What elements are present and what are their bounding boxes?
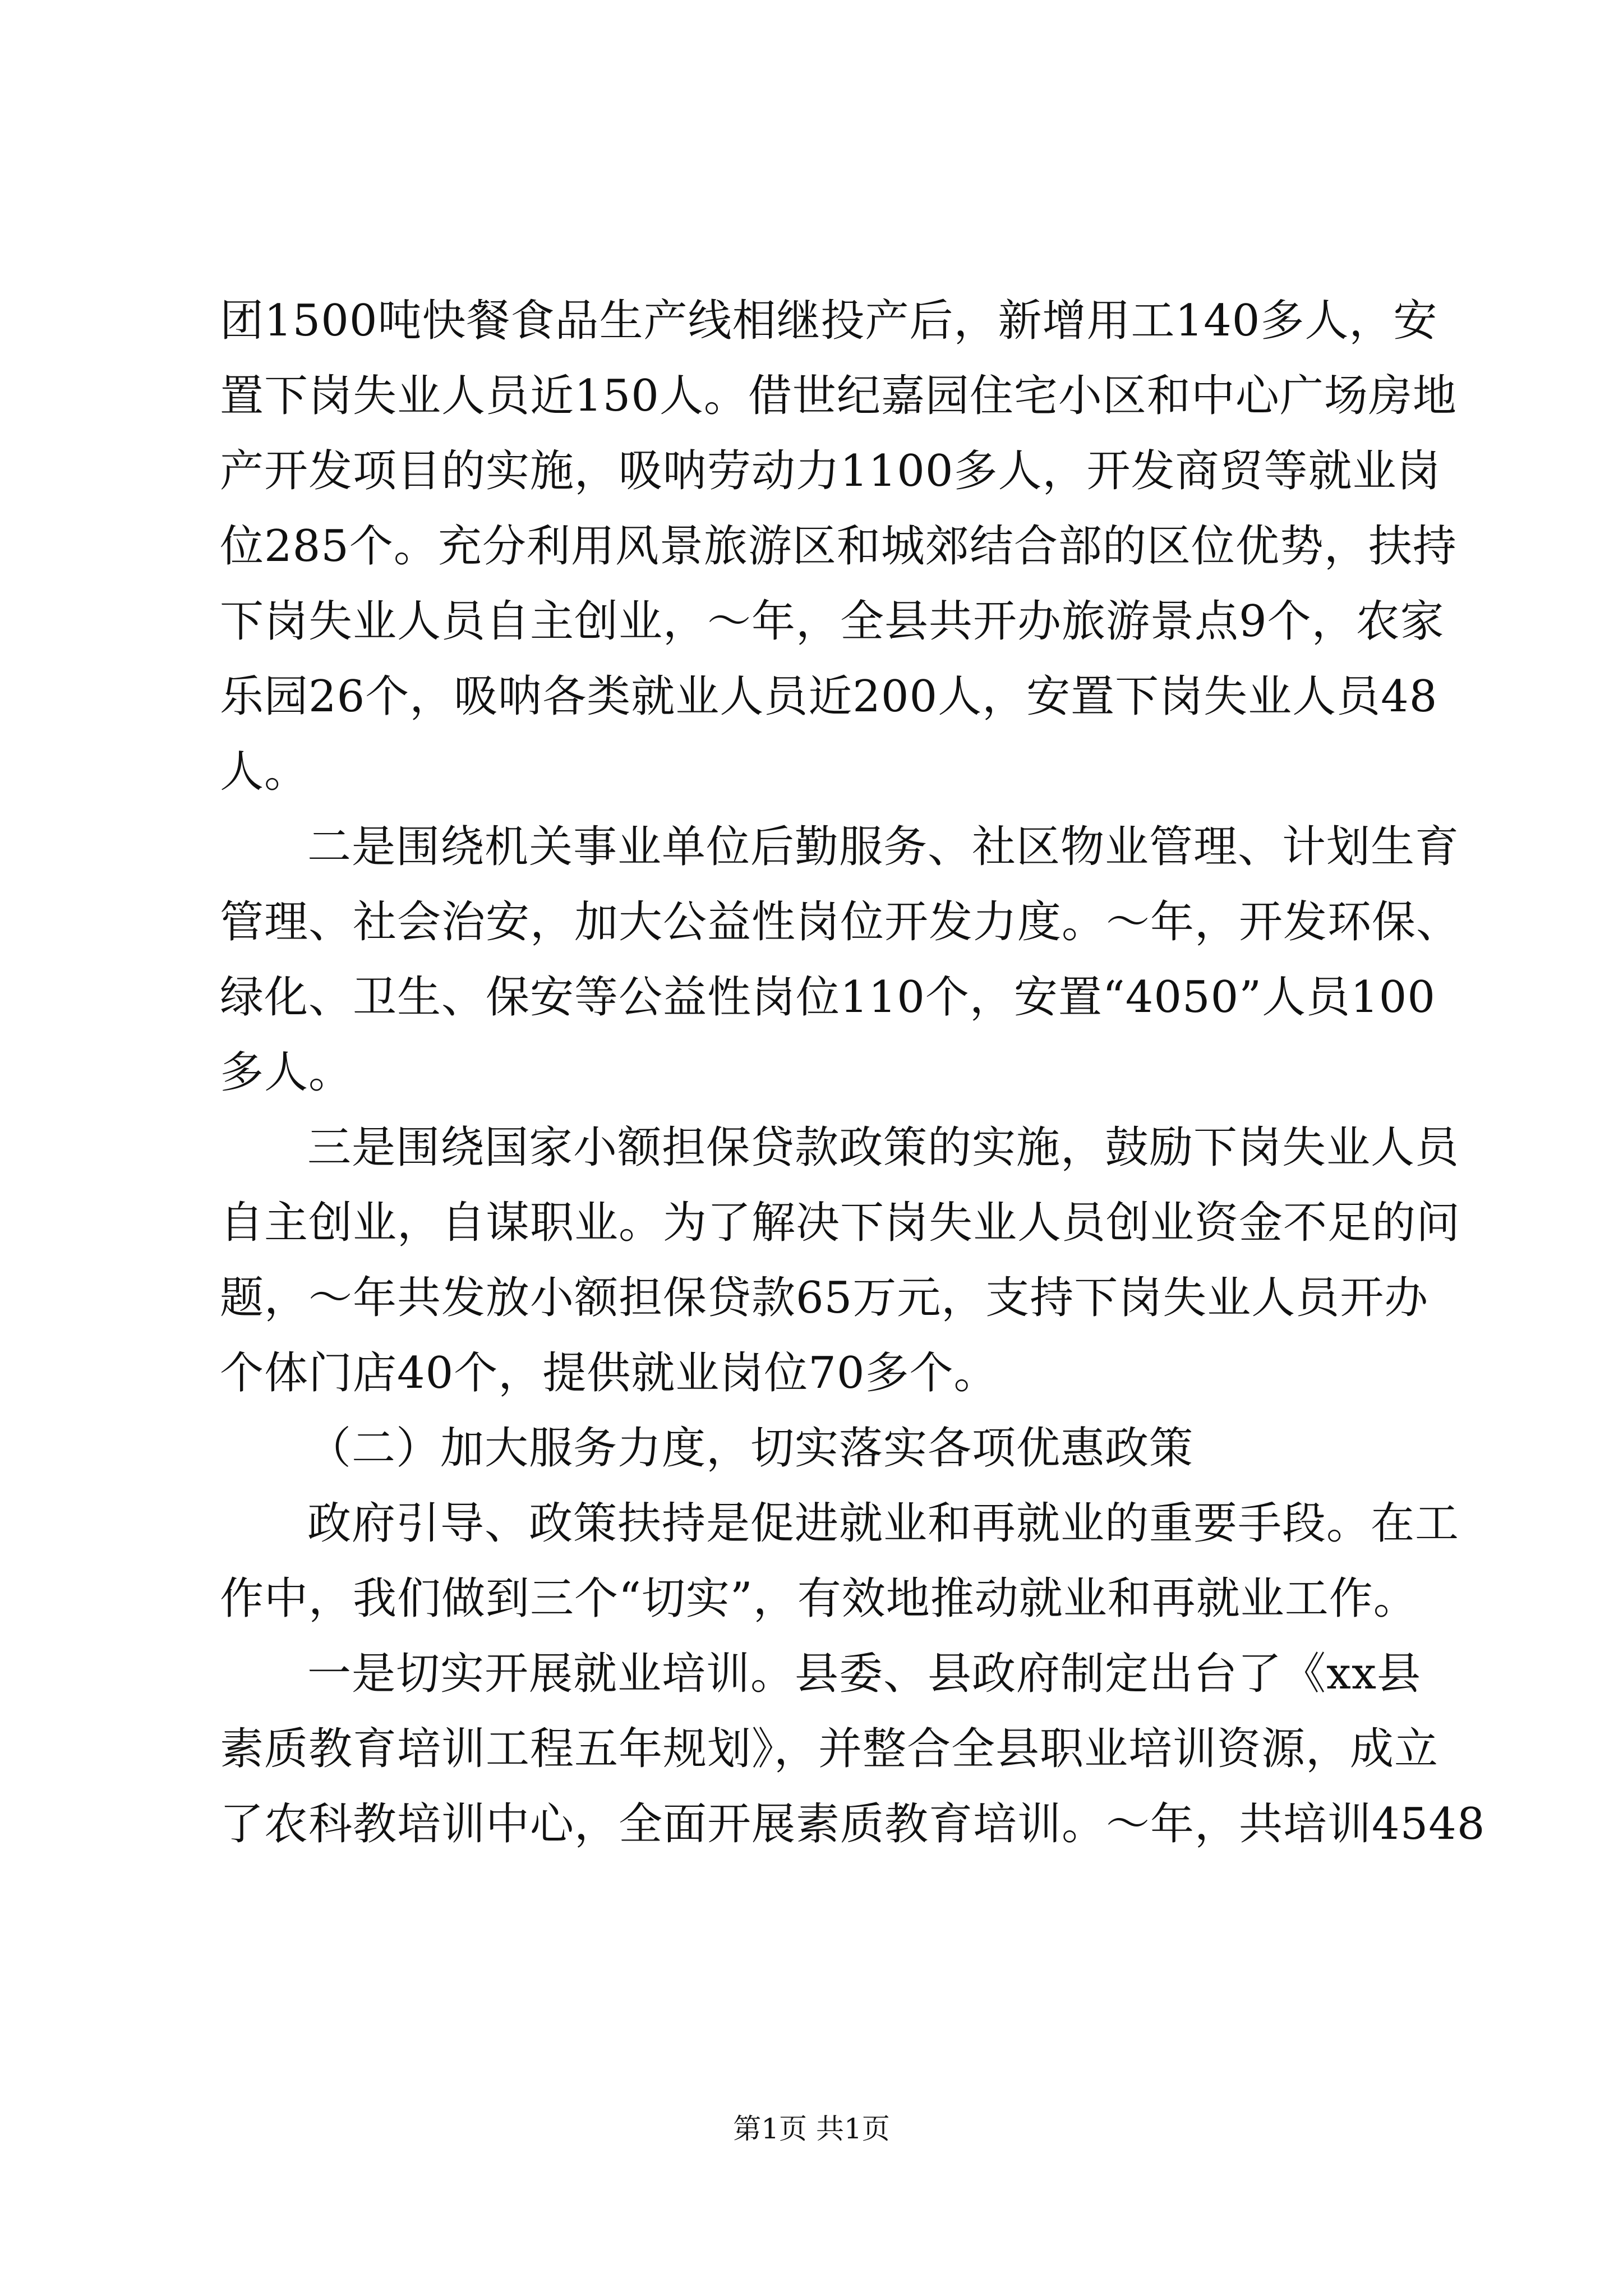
paragraph-first-line: 三是围绕国家小额担保贷款政策的实施，鼓励下岗失业人员 bbox=[307, 1122, 1460, 1173]
paragraph-first-line: 一是切实开展就业培训。县委、县政府制定出台了《xx县 bbox=[307, 1649, 1421, 1699]
paragraph-first-line: 二是围绕机关事业单位后勤服务、社区物业管理、计划生育 bbox=[307, 822, 1460, 872]
text-line: 团1500吨快餐食品生产线相继投产后，新增用工140多人，安 bbox=[220, 296, 1438, 346]
text-line: 多人。 bbox=[220, 1047, 353, 1098]
text-line: 个体门店40个，提供就业岗位70多个。 bbox=[220, 1348, 998, 1398]
text-line: 下岗失业人员自主创业，～年，全县共开办旅游景点9个，农家 bbox=[220, 596, 1445, 647]
page-footer bbox=[0, 2109, 1623, 2148]
text-line: 了农科教培训中心，全面开展素质教育培训。～年，共培训4548 bbox=[220, 1799, 1486, 1849]
text-line: 置下岗失业人员近150人。借世纪嘉园住宅小区和中心广场房地 bbox=[220, 371, 1457, 421]
text-line: 人。 bbox=[220, 747, 309, 797]
document-body bbox=[220, 283, 1486, 1862]
text-line: 绿化、卫生、保安等公益性岗位110个，安置“4050”人员100 bbox=[220, 972, 1436, 1023]
text-line: 产开发项目的实施，吸呐劳动力1100多人，开发商贸等就业岗 bbox=[220, 446, 1441, 496]
text-line: 位285个。充分利用风景旅游区和城郊结合部的区位优势，扶持 bbox=[220, 521, 1457, 572]
text-line: 素质教育培训工程五年规划》，并整合全县职业培训资源，成立 bbox=[220, 1724, 1439, 1774]
text-line: 自主创业，自谋职业。为了解决下岗失业人员创业资金不足的问 bbox=[220, 1198, 1461, 1248]
text-line: 作中，我们做到三个“切实”，有效地推动就业和再就业工作。 bbox=[220, 1573, 1418, 1624]
text-line: 管理、社会治安，加大公益性岗位开发力度。～年，开发环保、 bbox=[220, 897, 1461, 947]
page-number-label: 第1页 共1页 bbox=[733, 2113, 890, 2145]
paragraph-first-line: 政府引导、政策扶持是促进就业和再就业的重要手段。在工 bbox=[307, 1498, 1460, 1549]
text-line: 题，～年共发放小额担保贷款65万元，支持下岗失业人员开办 bbox=[220, 1273, 1429, 1323]
text-line: 乐园26个，吸呐各类就业人员近200人，安置下岗失业人员48 bbox=[220, 671, 1438, 722]
section-heading: （二）加大服务力度，切实落实各项优惠政策 bbox=[307, 1423, 1194, 1474]
